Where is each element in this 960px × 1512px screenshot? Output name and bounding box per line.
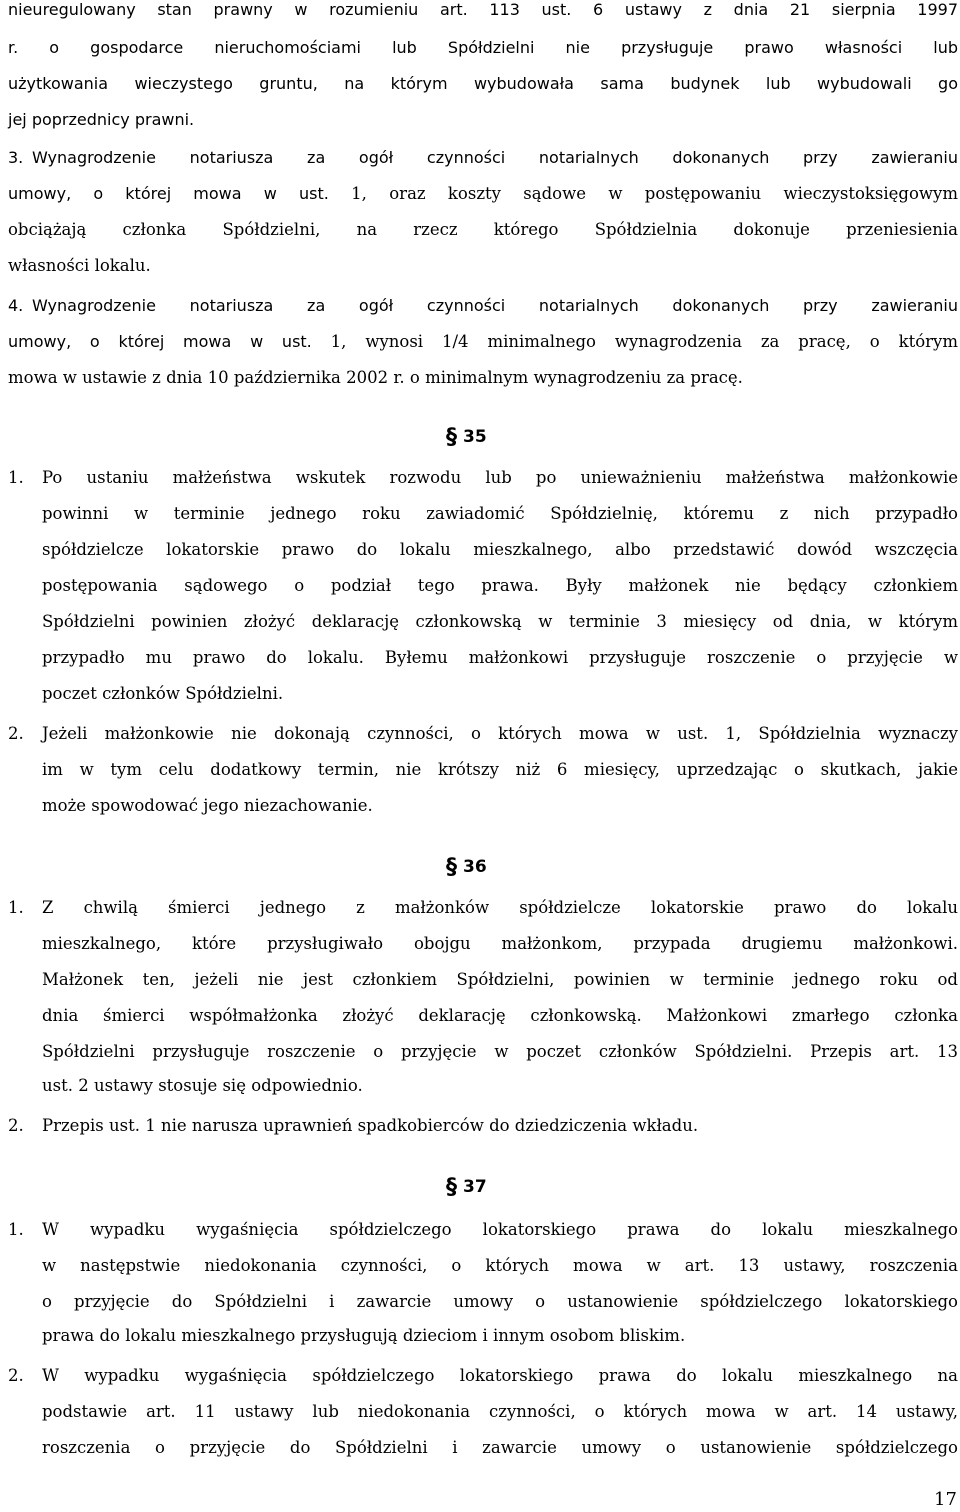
sec37-p1-line-3: o przyjęcie do Spółdzielni i zawarcie umowy o ustanowienie spółdzielczego lokatorskiego [42, 1292, 958, 1311]
point-3-line-2 [8, 184, 958, 204]
intro-line-2: r. o gospodarce nieruchomościami lub Spółdzielni nie przysługuje prawo własności lub [8, 38, 958, 57]
sec35-p2-number: 2. [8, 724, 24, 743]
section-symbol: § [446, 1175, 457, 1200]
point-3-line-4: własności lokalu. [8, 256, 151, 275]
sec36-p1-line-3: Małżonek ten, jeżeli nie jest członkiem Spółdzielni, powinien w terminie jednego roku od [42, 970, 958, 989]
point-4-line-2a: umowy, o której mowa w ust. [8, 332, 312, 351]
sec37-p2-line-3: roszczenia o przyjęcie do Spółdzielni i zawarcie umowy o ustanowienie spółdzielczego [42, 1438, 958, 1457]
sec37-p2-number: 2. [8, 1366, 24, 1385]
point-4-line-1: Wynagrodzenie notariusza za ogół czynności notarialnych dokonanych przy zawieraniu [32, 296, 958, 315]
sec35-p1-number: 1. [8, 468, 24, 487]
sec36-p1-line-6: ust. 2 ustawy stosuje się odpowiednio. [42, 1076, 363, 1095]
sec37-p1-line-1: W wypadku wygaśnięcia spółdzielczego lokatorskiego prawa do lokalu mieszkalnego [42, 1220, 958, 1239]
point-3-line-2a: umowy, o której mowa w ust. [8, 184, 329, 203]
sec36-p1-number: 1. [8, 898, 24, 917]
sec36-p2-number: 2. [8, 1116, 24, 1135]
section-36-number: 36 [463, 857, 487, 877]
sec37-p2-line-1: W wypadku wygaśnięcia spółdzielczego lokatorskiego prawa do lokalu mieszkalnego na [42, 1366, 958, 1385]
sec36-p1-line-1: Z chwilą śmierci jednego z małżonków spółdzielcze lokatorskie prawo do lokalu [42, 898, 958, 917]
intro-line-4: jej poprzednicy prawni. [8, 110, 195, 129]
sec36-p1-line-5: Spółdzielni przysługuje roszczenie o przyjęcie w poczet członków Spółdzielni. Przepis art. 13 [42, 1042, 958, 1061]
point-4-line-2b: 1, wynosi 1/4 minimalnego wynagrodzenia za pracę, o którym [311, 332, 959, 351]
page-number: 17 [934, 1489, 957, 1510]
sec35-p1-line-4: postępowania sądowego o podział tego prawa. Były małżonek nie będący członkiem [42, 576, 958, 595]
sec36-p1-line-2: mieszkalnego, które przysługiwało obojgu małżonkom, przypada drugiemu małżonkowi. [42, 934, 958, 953]
intro-line-1: nieuregulowany stan prawny w rozumieniu art. 113 ust. 6 ustawy z dnia 21 sierpnia 1997 [8, 0, 958, 19]
section-37-heading [446, 1176, 487, 1199]
sec35-p2-line-2: im w tym celu dodatkowy termin, nie krótszy niż 6 miesięcy, uprzedzając o skutkach, jakie [42, 760, 958, 779]
sec35-p1-line-5: Spółdzielni powinien złożyć deklarację członkowską w terminie 3 miesięcy od dnia, w którym [42, 612, 958, 631]
section-36-heading [446, 856, 487, 879]
sec35-p2-line-3: może spowodować jego niezachowanie. [42, 796, 373, 815]
point-3-line-2b: 1, oraz koszty sądowe w postępowaniu wieczystoksięgowym [328, 184, 959, 203]
sec37-p1-line-2: w następstwie niedokonania czynności, o których mowa w art. 13 ustawy, roszczenia [42, 1256, 958, 1275]
section-symbol: § [446, 425, 457, 450]
point-3-line-3: obciążają członka Spółdzielni, na rzecz którego Spółdzielnia dokonuje przeniesienia [8, 220, 958, 239]
point-4-line-3: mowa w ustawie z dnia 10 października 2002 r. o minimalnym wynagrodzeniu za pracę. [8, 368, 743, 387]
sec35-p2-line-1: Jeżeli małżonkowie nie dokonają czynności, o których mowa w ust. 1, Spółdzielnia wyznaczy [42, 724, 958, 743]
sec35-p1-line-7: poczet członków Spółdzielni. [42, 684, 284, 703]
point-4-number: 4. [8, 296, 24, 315]
sec36-p2-line-1: Przepis ust. 1 nie narusza uprawnień spadkobierców do dziedziczenia wkładu. [42, 1116, 699, 1135]
sec35-p1-line-1: Po ustaniu małżeństwa wskutek rozwodu lub po unieważnieniu małżeństwa małżonkowie [42, 468, 958, 487]
sec37-p2-line-2: podstawie art. 11 ustawy lub niedokonania czynności, o których mowa w art. 14 ustawy, [42, 1402, 958, 1421]
section-37-number: 37 [463, 1177, 487, 1197]
section-35-heading [446, 426, 487, 449]
sec37-p1-number: 1. [8, 1220, 24, 1239]
section-symbol: § [446, 855, 457, 880]
sec35-p1-line-2: powinni w terminie jednego roku zawiadomić Spółdzielnię, któremu z nich przypadło [42, 504, 958, 523]
point-4-line-2 [8, 332, 958, 352]
sec36-p1-line-4: dnia śmierci współmałżonka złożyć deklarację członkowską. Małżonkowi zmarłego członka [42, 1006, 958, 1025]
point-3-line-1: Wynagrodzenie notariusza za ogół czynności notarialnych dokonanych przy zawieraniu [32, 148, 958, 167]
sec35-p1-line-3: spółdzielcze lokatorskie prawo do lokalu mieszkalnego, albo przedstawić dowód wszczęcia [42, 540, 958, 559]
section-35-number: 35 [463, 427, 487, 447]
intro-line-3: użytkowania wieczystego gruntu, na którym wybudowała sama budynek lub wybudowali go [8, 74, 958, 93]
sec35-p1-line-6: przypadło mu prawo do lokalu. Byłemu małżonkowi przysługuje roszczenie o przyjęcie w [42, 648, 958, 667]
point-3-number: 3. [8, 148, 24, 167]
sec37-p1-line-4: prawa do lokalu mieszkalnego przysługują dzieciom i innym osobom bliskim. [42, 1326, 686, 1345]
